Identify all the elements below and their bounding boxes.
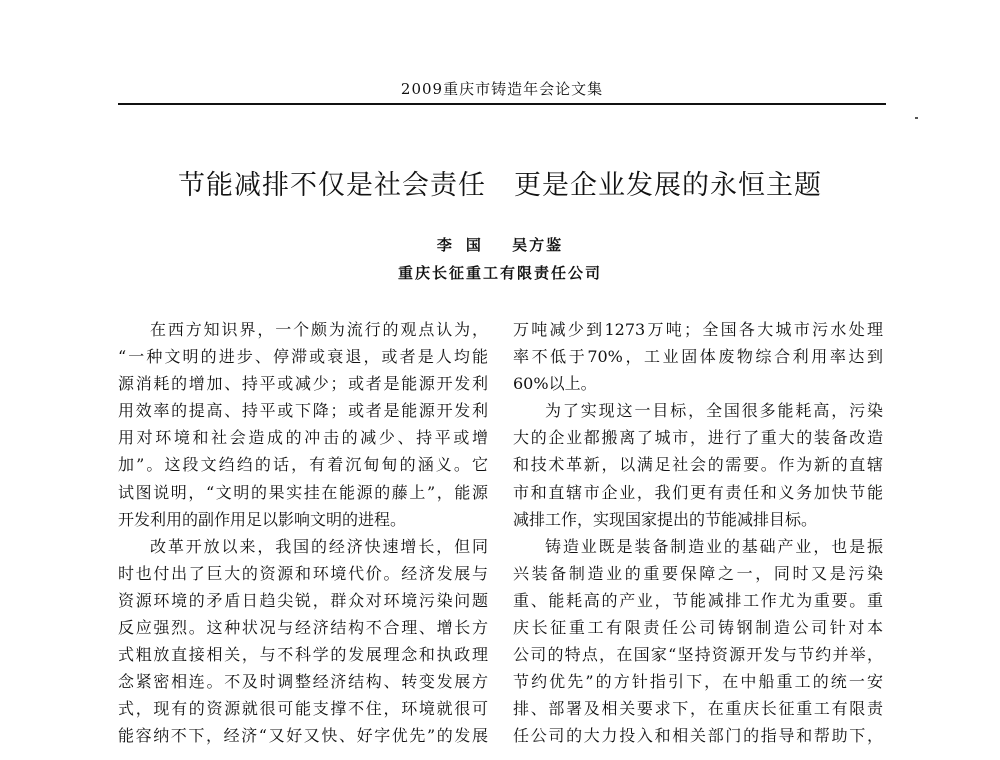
- body-line: 在西方知识界，一个颇为流行的观点认为，: [150, 320, 488, 339]
- body-line: 兴装备制造业的重要保障之一，同时又是污染: [513, 563, 883, 583]
- body-line: 万吨减少到1273万吨；全国各大城市污水处理: [513, 320, 883, 339]
- body-line: 率不低于70%，工业固体废物综合利用率达到: [513, 347, 883, 367]
- body-line: 用效率的提高、持平或下降；或者是能源开发利: [118, 401, 488, 421]
- body-line: 式粗放直接相关，与不科学的发展理念和执政理: [118, 645, 488, 665]
- body-column-right: [513, 316, 883, 750]
- body-line: 铸造业既是装备制造业的基础产业，也是振: [545, 536, 883, 556]
- body-line: 念紧密相连。不及时调整经济结构、转变发展方: [118, 672, 488, 692]
- body-line: 资源环境的矛盾日趋尖锐，群众对环境污染问题: [118, 590, 488, 610]
- body-line: 排、部署及相关要求下，在重庆长征重工有限责: [513, 699, 883, 719]
- body-line: 式，现有的资源就很可能支撑不住，环境就很可: [118, 699, 488, 719]
- body-line: 市和直辖市企业，我们更有责任和义务加快节能: [513, 482, 883, 502]
- body-line: 开发利用的副作用足以影响文明的进程。: [118, 509, 407, 529]
- body-line: 改革开放以来，我国的经济快速增长，但同: [150, 536, 488, 556]
- body-line: 60%以上。: [513, 374, 597, 394]
- author-affiliation: 重庆长征重工有限责任公司: [397, 264, 602, 282]
- body-line: 源消耗的增加、持平或减少；或者是能源开发利: [118, 374, 488, 394]
- body-line: 反应强烈。这种状况与经济结构不合理、增长方: [118, 618, 488, 638]
- body-line: 用对环境和社会造成的冲击的减少、持平或增: [118, 428, 488, 448]
- body-line: 加”。这段文绉绉的话，有着沉甸甸的涵义。它: [118, 455, 488, 475]
- body-line: 和技术革新，以满足社会的需要。作为新的直辖: [513, 455, 883, 475]
- author-name: 吴方鉴: [512, 236, 564, 254]
- body-line: 节约优先”的方针指引下，在中船重工的统一安: [513, 672, 883, 692]
- body-line: 为了实现这一目标，全国很多能耗高，污染: [545, 401, 883, 421]
- body-line: 减排工作，实现国家提出的节能减排目标。: [513, 509, 818, 529]
- header-rule: [118, 103, 886, 105]
- paper-title: 节能减排不仅是社会责任 更是企业发展的永恒主题: [178, 170, 822, 201]
- body-line: 试图说明，“文明的果实挂在能源的藤上”，能源: [118, 482, 488, 502]
- author-name: 李国: [436, 236, 495, 254]
- running-header: 2009重庆市铸造年会论文集: [400, 80, 604, 98]
- body-line: 重、能耗高的产业，节能减排工作尤为重要。重: [513, 590, 883, 610]
- body-line: 庆长征重工有限责任公司铸钢制造公司针对本: [513, 618, 883, 638]
- scan-artifact: [915, 117, 918, 119]
- body-line: 能容纳不下，经济“又好又快、好字优先”的发展: [118, 726, 488, 746]
- body-line: 任公司的大力投入和相关部门的指导和帮助下，: [513, 726, 883, 746]
- body-line: 时也付出了巨大的资源和环境代价。经济发展与: [118, 563, 488, 583]
- body-line: 大的企业都搬离了城市，进行了重大的装备改造: [513, 428, 883, 448]
- body-column-left: [118, 316, 488, 750]
- body-line: “一种文明的进步、停滞或衰退，或者是人均能: [118, 347, 488, 367]
- author-line: [200, 234, 800, 255]
- body-line: 公司的特点，在国家“坚持资源开发与节约并举，: [513, 645, 883, 665]
